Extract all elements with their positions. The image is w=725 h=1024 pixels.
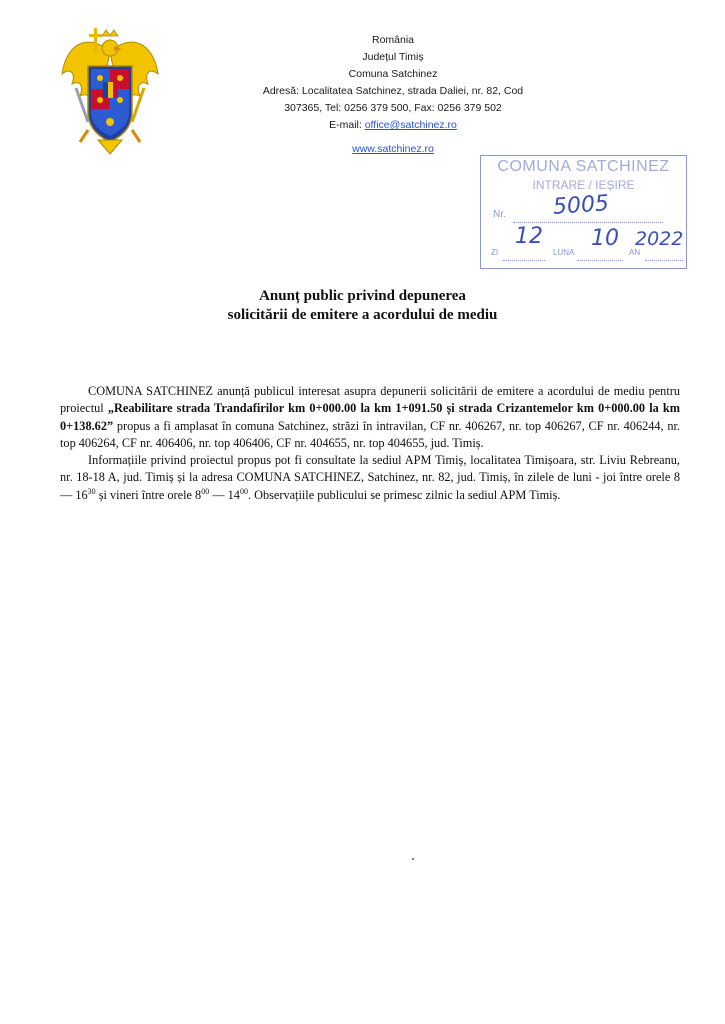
paragraph-2-part-2: și vineri între orele 8 [95,487,202,502]
announcement-title [60,287,665,325]
stamp-year-label: AN [629,248,641,257]
stamp-year-line [645,260,683,261]
stamp-month-line [577,260,623,261]
stamp-nr-line [513,222,663,223]
announcement-body [60,383,680,504]
paragraph-1-intro: COMUNA SATCHINEZ anunță publicul interesat asupra depunerii solicitării de emitere a acordului de mediu pentru proiectul [60,384,680,416]
address-line-2: 307365, Tel: 0256 379 500, Fax: 0256 379 502 [284,102,502,114]
stamp-title: COMUNA SATCHINEZ [497,158,670,175]
email-line [200,117,586,134]
paragraph-2-part-1: Informațiile privind proiectul propus pot fi consultate la sediul APM Timiș, localitatea Timișoara, str. Liviu Rebreanu, nr. 18-18 A, jud. Timiș și la adresa COMUNA SATCHINEZ, Satchinez, nr. 82, jud. Timiș, în zilele de luni - joi între orele 8 — 16 [60,453,680,502]
stamp-year-value: 2022 [635,228,684,250]
email-link[interactable]: office@satchinez.ro [364,119,457,131]
hour-sup-1: 30 [87,486,96,496]
stamp-day-value: 12 [515,224,543,249]
county-name: Județul Timiș [362,51,424,63]
stamp-month-label: LUNA [553,248,575,257]
stamp-day-line [503,260,545,261]
stamp-subtitle: INTRARE / IEȘIRE [532,178,635,192]
project-name: „Reabilitare strada Trandafirilor km 0+000.00 la km 1+091.50 și strada Crizantemelor km 0+000.00 la km 0+138.62” [60,401,681,433]
stamp-day-label: ZI [491,248,499,257]
coat-of-arms-icon [58,22,162,160]
country-name: România [371,34,415,46]
stamp-nr-label: Nr. [493,209,506,220]
paragraph-1 [60,383,680,452]
commune-name: Comuna Satchinez [348,68,438,80]
title-line-2: solicitării de emitere a acordului de mediu [227,307,498,323]
registration-stamp [480,155,687,269]
stamp-month-value: 10 [591,226,619,251]
website-line [200,143,586,155]
stray-mark [412,858,414,860]
stamp-nr-value: 5005 [552,191,610,220]
address-line-1: Adresă: Localitatea Satchinez, strada Daliei, nr. 82, Cod [262,85,524,97]
paragraph-2-part-4: . Observațiile publicului se primesc zilnic la sediul APM Timiș. [247,487,561,502]
hour-sup-2: 00 [201,486,210,496]
paragraph-2 [60,452,680,504]
paragraph-1-rest: propus a fi amplasat în comuna Satchinez, străzi în intravilan, CF nr. 406267, nr. top 406267, CF nr. 406244, nr. top 406264, CF nr. 406406, nr. top 406406, CF nr. 404655, nr. top 404655, jud. Timiș. [60,418,680,450]
paragraph-2-part-3: — 14 [209,487,240,502]
email-label: E-mail: [329,119,365,131]
title-line-1: Anunț public privind depunerea [259,288,466,304]
hour-sup-3: 00 [239,486,248,496]
website-link[interactable]: www.satchinez.ro [352,143,434,155]
institution-header [200,32,586,134]
